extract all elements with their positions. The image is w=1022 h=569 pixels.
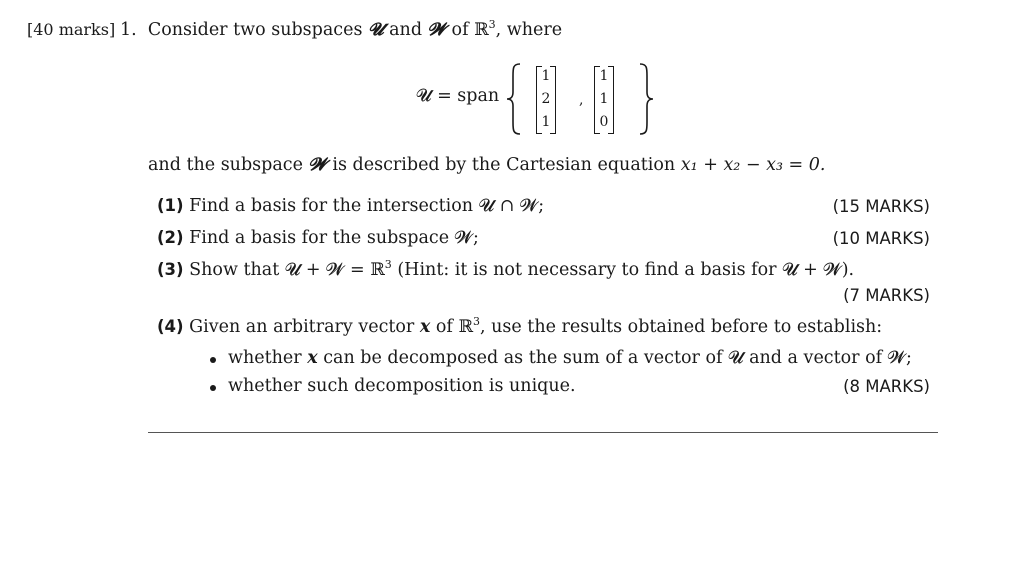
cartesian-equation: x₁ + x₂ − x₃ = 0.	[680, 155, 826, 175]
vector-1-entry: 1	[541, 114, 551, 130]
part-text-continued: , use the results obtained before to establish:	[480, 317, 883, 337]
intro-where: , where	[495, 20, 563, 40]
vector-2-entry: 0	[599, 114, 609, 130]
question-number: 1.	[120, 20, 137, 40]
part-label: (1)	[157, 196, 184, 215]
part-2	[157, 228, 479, 248]
cartesian-pre: and the subspace	[148, 155, 303, 175]
exponent-3: 3	[384, 258, 392, 271]
subspace-w-symbol: 𝓦	[308, 155, 327, 175]
part-text: Given an arbitrary vector	[189, 317, 420, 337]
cartesian-description	[148, 155, 825, 175]
vector-1	[536, 66, 556, 132]
real-space-symbol: ℝ	[474, 20, 489, 40]
part-text-continued: (Hint: it is not necessary to find a basis for 𝓤 + 𝓦).	[391, 260, 855, 280]
part-label: (3)	[157, 260, 184, 279]
right-brace-icon	[638, 62, 654, 136]
part-3-marks: (7 MARKS)	[843, 286, 930, 305]
cartesian-mid: is described by the Cartesian equation	[332, 155, 676, 175]
bullet-text-continued: can be decomposed as the sum of a vector of 𝓤 and a vector of 𝓦;	[317, 348, 912, 368]
subspace-u-symbol: 𝓤	[368, 20, 384, 40]
bullet-icon	[210, 385, 216, 391]
bullet-text: whether such decomposition is unique.	[228, 376, 576, 396]
part-text: Show that 𝓤 + 𝓦 = ℝ	[189, 260, 385, 280]
part-text: Find a basis for the subspace 𝓦;	[189, 228, 479, 248]
intro-and: and	[389, 20, 423, 40]
vector-x-symbol: x	[307, 348, 318, 368]
vector-separator: ,	[579, 92, 584, 108]
part-4	[157, 317, 882, 337]
vector-1-entry: 1	[541, 68, 551, 84]
bullet-item	[228, 348, 912, 368]
part-2-marks: (10 MARKS)	[832, 229, 930, 248]
part-1-marks: (15 MARKS)	[832, 197, 930, 216]
bullet-icon	[210, 357, 216, 363]
span-lhs: 𝓤 = span	[416, 86, 500, 106]
intro-of: of	[451, 20, 469, 40]
vector-2-entry: 1	[599, 68, 609, 84]
vector-x-symbol: x	[419, 317, 431, 337]
part-4-marks: (8 MARKS)	[843, 377, 930, 396]
exponent-3: 3	[473, 315, 480, 328]
exponent-3: 3	[488, 18, 496, 31]
bullet-text: whether	[228, 348, 308, 368]
part-3	[157, 260, 854, 280]
part-label: (4)	[157, 317, 184, 336]
marks-tag: [40 marks]	[27, 20, 116, 39]
part-text-mid: of ℝ	[430, 317, 473, 337]
vector-2	[594, 66, 614, 132]
horizontal-rule	[148, 432, 938, 433]
intro-text: Consider two subspaces	[147, 20, 363, 40]
vector-1-entry: 2	[541, 91, 551, 107]
left-brace-icon	[506, 62, 522, 136]
part-1	[157, 196, 544, 216]
subspace-w-symbol: 𝓦	[427, 20, 446, 40]
part-text: Find a basis for the intersection 𝓤 ∩ 𝓦;	[189, 196, 545, 216]
bullet-item	[228, 376, 576, 396]
vector-2-entry: 1	[599, 91, 609, 107]
question-intro	[120, 20, 562, 40]
part-label: (2)	[157, 228, 184, 247]
